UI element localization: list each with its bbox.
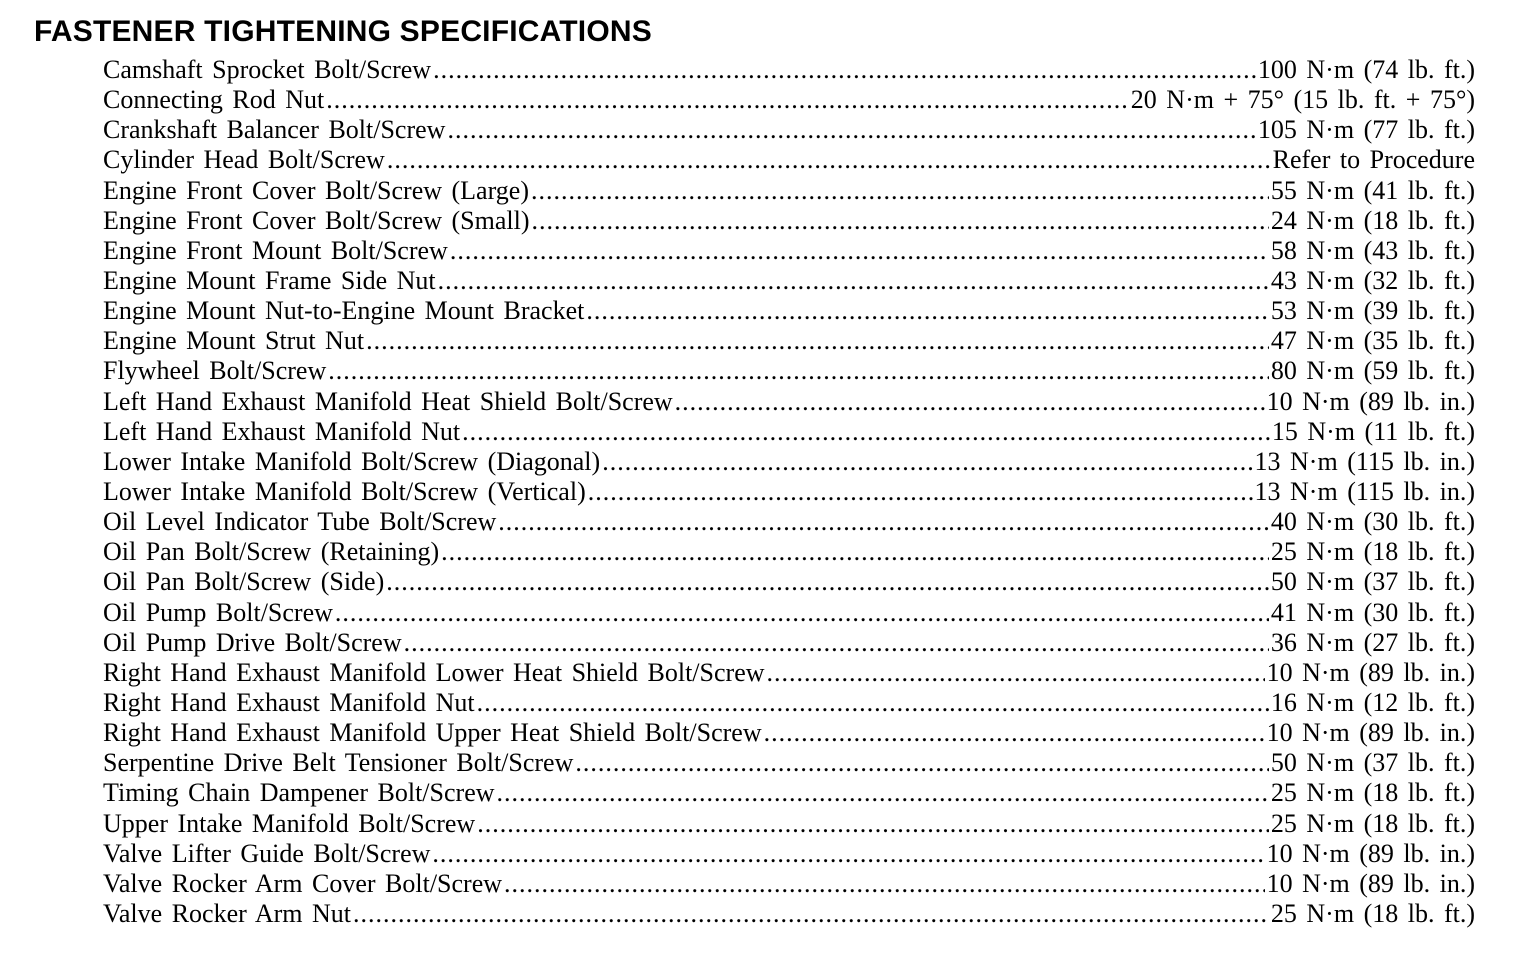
spec-label: Valve Rocker Arm Cover Bolt/Screw: [103, 868, 503, 898]
spec-value: 50 N·m (37 lb. ft.): [1270, 567, 1475, 597]
dot-leader: [675, 387, 1265, 417]
spec-list: [103, 55, 1475, 929]
dot-leader: [586, 296, 1269, 326]
spec-value: 10 N·m (89 lb. in.): [1266, 718, 1475, 748]
spec-label: Cylinder Head Bolt/Screw: [103, 145, 385, 175]
spec-row: [103, 356, 1475, 386]
spec-label: Oil Level Indicator Tube Bolt/Screw: [103, 507, 497, 537]
spec-value: 16 N·m (12 lb. ft.): [1270, 687, 1475, 717]
spec-row: [103, 176, 1475, 206]
dot-leader: [386, 567, 1269, 597]
dot-leader: [387, 145, 1271, 175]
spec-label: Lower Intake Manifold Bolt/Screw (Diagonal): [103, 446, 601, 476]
dot-leader: [477, 688, 1269, 718]
spec-value: 25 N·m (18 lb. ft.): [1270, 898, 1475, 928]
spec-value: 25 N·m (18 lb. ft.): [1270, 537, 1475, 567]
spec-label: Timing Chain Dampener Bolt/Screw: [103, 778, 495, 808]
spec-value: 24 N·m (18 lb. ft.): [1270, 205, 1475, 235]
dot-leader: [531, 176, 1269, 206]
spec-label: Left Hand Exhaust Manifold Heat Shield Bolt/Screw: [103, 386, 673, 416]
dot-leader: [438, 266, 1269, 296]
spec-row: [103, 115, 1475, 145]
spec-value: 10 N·m (89 lb. in.): [1266, 868, 1475, 898]
dot-leader: [328, 356, 1269, 386]
spec-value: 36 N·m (27 lb. ft.): [1270, 627, 1475, 657]
dot-leader: [326, 85, 1129, 115]
spec-value: 10 N·m (89 lb. in.): [1266, 657, 1475, 687]
dot-leader: [432, 839, 1264, 869]
dot-leader: [366, 326, 1269, 356]
spec-label: Engine Mount Strut Nut: [103, 326, 365, 356]
spec-label: Connecting Rod Nut: [103, 85, 325, 115]
spec-value: 50 N·m (37 lb. ft.): [1270, 748, 1475, 778]
spec-row: [103, 236, 1475, 266]
dot-leader: [498, 507, 1269, 537]
spec-label: Serpentine Drive Belt Tensioner Bolt/Screw: [103, 748, 574, 778]
dot-leader: [497, 778, 1269, 808]
spec-label: Oil Pump Bolt/Screw: [103, 597, 333, 627]
spec-label: Valve Rocker Arm Nut: [103, 898, 352, 928]
dot-leader: [447, 115, 1255, 145]
spec-value: Refer to Procedure: [1272, 145, 1475, 175]
spec-row: [103, 567, 1475, 597]
spec-label: Flywheel Bolt/Screw: [103, 356, 327, 386]
spec-value: 100 N·m (74 lb. ft.): [1257, 55, 1475, 84]
dot-leader: [532, 206, 1269, 236]
dot-leader: [588, 477, 1253, 507]
spec-label: Engine Front Cover Bolt/Screw (Small): [103, 205, 530, 235]
spec-row: [103, 718, 1475, 748]
dot-leader: [602, 447, 1252, 477]
spec-value: 15 N·m (11 lb. ft.): [1271, 416, 1475, 446]
spec-value: 40 N·m (30 lb. ft.): [1270, 507, 1475, 537]
spec-row: [103, 296, 1475, 326]
spec-row: [103, 537, 1475, 567]
dot-leader: [504, 869, 1265, 899]
spec-row: [103, 899, 1475, 929]
spec-label: Engine Mount Frame Side Nut: [103, 265, 436, 295]
spec-row: [103, 417, 1475, 447]
spec-row: [103, 809, 1475, 839]
dot-leader: [764, 718, 1265, 748]
spec-value: 80 N·m (59 lb. ft.): [1270, 356, 1475, 386]
spec-row: [103, 598, 1475, 628]
spec-row: [103, 266, 1475, 296]
spec-row: [103, 326, 1475, 356]
spec-label: Right Hand Exhaust Manifold Lower Heat Shield Bolt/Screw: [103, 657, 765, 687]
spec-value: 41 N·m (30 lb. ft.): [1270, 597, 1475, 627]
dot-leader: [335, 598, 1269, 628]
spec-row: [103, 206, 1475, 236]
spec-row: [103, 477, 1475, 507]
spec-row: [103, 839, 1475, 869]
spec-row: [103, 85, 1475, 115]
spec-value: 20 N·m + 75° (15 lb. ft. + 75°): [1130, 85, 1475, 115]
spec-row: [103, 145, 1475, 175]
spec-row: [103, 55, 1475, 85]
dot-leader: [767, 658, 1265, 688]
spec-label: Valve Lifter Guide Bolt/Screw: [103, 838, 431, 868]
spec-value: 10 N·m (89 lb. in.): [1266, 386, 1475, 416]
spec-row: [103, 628, 1475, 658]
spec-row: [103, 748, 1475, 778]
dot-leader: [441, 537, 1269, 567]
dot-leader: [575, 748, 1269, 778]
dot-leader: [404, 628, 1269, 658]
spec-value: 10 N·m (89 lb. in.): [1266, 838, 1475, 868]
spec-value: 105 N·m (77 lb. ft.): [1257, 115, 1475, 145]
dot-leader: [353, 899, 1269, 929]
spec-label: Engine Front Mount Bolt/Screw: [103, 235, 448, 265]
spec-row: [103, 447, 1475, 477]
spec-value: 13 N·m (115 lb. in.): [1254, 476, 1475, 506]
spec-label: Upper Intake Manifold Bolt/Screw: [103, 808, 476, 838]
spec-row: [103, 869, 1475, 899]
spec-value: 13 N·m (115 lb. in.): [1254, 446, 1475, 476]
spec-label: Crankshaft Balancer Bolt/Screw: [103, 115, 446, 145]
spec-value: 25 N·m (18 lb. ft.): [1270, 808, 1475, 838]
spec-label: Engine Front Cover Bolt/Screw (Large): [103, 175, 529, 205]
page-title: FASTENER TIGHTENING SPECIFICATIONS: [34, 15, 652, 48]
spec-label: Right Hand Exhaust Manifold Nut: [103, 687, 475, 717]
spec-value: 25 N·m (18 lb. ft.): [1270, 778, 1475, 808]
dot-leader: [477, 809, 1269, 839]
spec-row: [103, 658, 1475, 688]
spec-row: [103, 688, 1475, 718]
spec-value: 43 N·m (32 lb. ft.): [1270, 265, 1475, 295]
spec-label: Left Hand Exhaust Manifold Nut: [103, 416, 461, 446]
spec-label: Engine Mount Nut-to-Engine Mount Bracket: [103, 296, 585, 326]
spec-row: [103, 507, 1475, 537]
spec-value: 53 N·m (39 lb. ft.): [1270, 296, 1475, 326]
spec-row: [103, 778, 1475, 808]
spec-label: Right Hand Exhaust Manifold Upper Heat Shield Bolt/Screw: [103, 718, 762, 748]
dot-leader: [450, 236, 1269, 266]
spec-label: Oil Pan Bolt/Screw (Side): [103, 567, 385, 597]
spec-row: [103, 387, 1475, 417]
spec-value: 58 N·m (43 lb. ft.): [1270, 235, 1475, 265]
spec-value: 47 N·m (35 lb. ft.): [1270, 326, 1475, 356]
spec-label: Oil Pump Drive Bolt/Screw: [103, 627, 402, 657]
spec-label: Lower Intake Manifold Bolt/Screw (Vertical): [103, 476, 586, 506]
spec-label: Camshaft Sprocket Bolt/Screw: [103, 55, 432, 84]
dot-leader: [462, 417, 1270, 447]
spec-label: Oil Pan Bolt/Screw (Retaining): [103, 537, 440, 567]
spec-value: 55 N·m (41 lb. ft.): [1270, 175, 1475, 205]
dot-leader: [433, 55, 1256, 85]
